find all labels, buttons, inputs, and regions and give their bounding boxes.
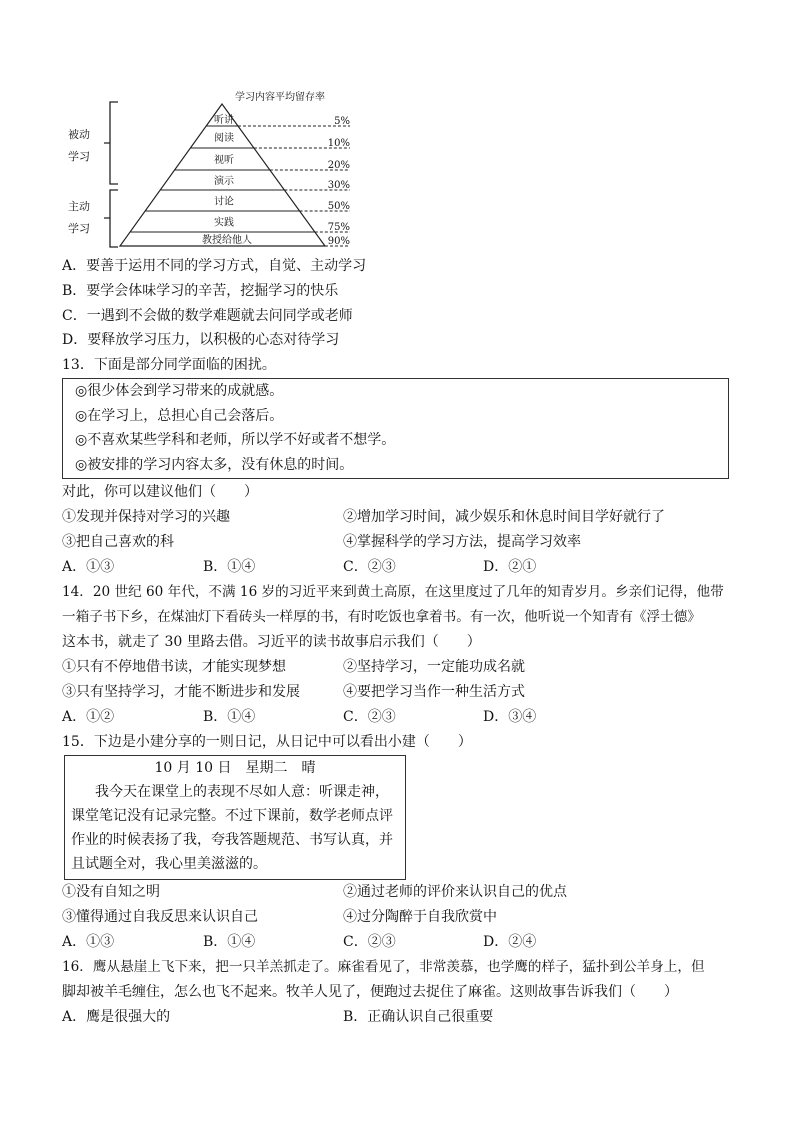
learning-pyramid-svg (60, 84, 380, 254)
q14-choice-c[interactable]: C．②③ (343, 709, 396, 725)
pyramid-rate-value: 10% (327, 138, 350, 149)
q16-line-1: 16．鹰从悬崖上飞下来，把一只羊羔抓走了。麻雀看见了，非常羡慕，也学鹰的样子，猛扑到公羊身上，但 (62, 959, 705, 975)
q13-item-3: ③把自己喜欢的科 (62, 534, 174, 550)
q13-choice-d[interactable]: D．②① (483, 559, 537, 575)
q14-choice-d[interactable]: D．③④ (483, 709, 537, 725)
q13-stem: 13．下面是部分同学面临的困扰。 (62, 357, 276, 373)
q14-item-1: ①只有不停地借书读，才能实现梦想 (62, 659, 286, 675)
q14-line-1: 14．20 世纪 60 年代，不满 16 岁的习近平来到黄土高原，在这里度过了几年的知青岁月。乡亲们记得，他带 (62, 584, 724, 600)
pyramid-title: 学习内容平均留存率 (235, 92, 325, 103)
q13-ask: 对此，你可以建议他们（ ） (62, 484, 258, 500)
q13-choice-a[interactable]: A．①③ (62, 559, 115, 575)
q13-box-line: ◎很少体会到学习带来的成就感。 (75, 383, 284, 399)
diary-line: 我今天在课堂上的表现不尽如人意：听课走神， (95, 784, 389, 800)
q15-stem: 15．下边是小建分享的一则日记，从日记中可以看出小建（ ） (62, 734, 472, 750)
q15-item-4: ④过分陶醉于自我欣赏中 (343, 909, 497, 925)
q13-choice-c[interactable]: C．②③ (343, 559, 396, 575)
active-label-2: 学习 (68, 222, 90, 235)
q12-option-c[interactable]: C．一遇到不会做的数学难题就去问同学或老师 (62, 308, 353, 324)
pyramid-layer-label: 讨论 (214, 196, 234, 208)
q12-option-a[interactable]: A．要善于运用不同的学习方式，自觉、主动学习 (62, 258, 367, 274)
pyramid-rate-value: 30% (327, 180, 350, 191)
pyramid-rate-value: 75% (327, 222, 350, 233)
q14-choice-a[interactable]: A．①② (62, 709, 115, 725)
q15-item-1: ①没有自知之明 (62, 884, 160, 900)
q13-item-2: ②增加学习时间，减少娱乐和休息时间目学好就行了 (343, 509, 665, 525)
pyramid-layer-label: 阅读 (214, 133, 234, 144)
q12-option-d[interactable]: D．要释放学习压力，以积极的心态对待学习 (62, 332, 340, 348)
pyramid-layer-label: 视听 (214, 155, 234, 166)
pyramid-rate-value: 20% (327, 160, 350, 171)
q15-choice-d[interactable]: D．②④ (483, 934, 537, 950)
pyramid-layer-label: 听讲 (214, 115, 234, 126)
q15-item-3: ③懂得通过自我反思来认识自己 (62, 909, 258, 925)
q14-line-3: 这本书，就走了 30 里路去借。习近平的读书故事启示我们（ ） (62, 634, 481, 650)
passive-label-2: 学习 (68, 150, 90, 163)
q16-line-2: 脚却被羊毛缠住，怎么也飞不起来。牧羊人见了，便跑过去捉住了麻雀。这则故事告诉我们（ ） (62, 984, 678, 1000)
q13-item-1: ①发现并保持对学习的兴趣 (62, 509, 230, 525)
q14-line-2: 一箱子书下乡，在煤油灯下看砖头一样厚的书，有时吃饭也拿着书。有一次，他听说一个知青有《浮士德》 (62, 609, 701, 625)
q13-box (62, 378, 729, 479)
q16-choice-a[interactable]: A．鹰是很强大的 (62, 1009, 171, 1025)
pyramid-rate-value: 5% (334, 116, 350, 127)
q13-choice-b[interactable]: B．①④ (203, 559, 256, 575)
q12-option-b[interactable]: B．要学会体味学习的辛苦，挖掘学习的快乐 (62, 283, 339, 299)
active-label-1: 主动 (68, 200, 90, 213)
active-bracket (104, 190, 118, 247)
learning-pyramid-figure (60, 84, 380, 254)
q13-box-line: ◎在学习上，总担心自己会落后。 (75, 408, 284, 424)
q13-box-line: ◎被安排的学习内容太多，没有休息的时间。 (75, 457, 354, 473)
passive-label-1: 被动 (68, 128, 90, 141)
q14-item-3: ③只有坚持学习，才能不断进步和发展 (62, 684, 300, 700)
passive-bracket (104, 102, 118, 184)
diary-line: 课堂笔记没有记录完整。不过下课前，数学老师点评 (71, 808, 393, 824)
pyramid-rate-value: 50% (327, 201, 350, 212)
q15-diary-box (64, 755, 406, 880)
diary-title: 10 月 10 日 星期二 晴 (154, 760, 316, 776)
q13-item-4: ④掌握科学的学习方法，提高学习效率 (343, 534, 581, 550)
pyramid-rate-value: 90% (327, 236, 350, 247)
pyramid-layer-label: 教授给他人 (202, 235, 252, 246)
q15-item-2: ②通过老师的评价来认识自己的优点 (343, 884, 567, 900)
pyramid-layer-label: 实践 (214, 217, 234, 229)
q13-box-line: ◎不喜欢某些学科和老师，所以学不好或者不想学。 (75, 432, 396, 448)
q14-item-2: ②坚持学习，一定能功成名就 (343, 659, 525, 675)
pyramid-layer-label: 演示 (214, 176, 234, 187)
q14-choice-b[interactable]: B．①④ (203, 709, 256, 725)
diary-line: 作业的时候表扬了我，夸我答题规范、书写认真，并 (71, 832, 393, 848)
pyramid-layer-labels (202, 113, 350, 247)
q15-choice-c[interactable]: C．②③ (343, 934, 396, 950)
diary-line: 且试题全对，我心里美滋滋的。 (71, 856, 267, 872)
q16-choice-b[interactable]: B．正确认识自己很重要 (343, 1009, 494, 1025)
q15-choice-a[interactable]: A．①③ (62, 934, 115, 950)
q15-choice-b[interactable]: B．①④ (203, 934, 256, 950)
q14-item-4: ④要把学习当作一种生活方式 (343, 684, 525, 700)
